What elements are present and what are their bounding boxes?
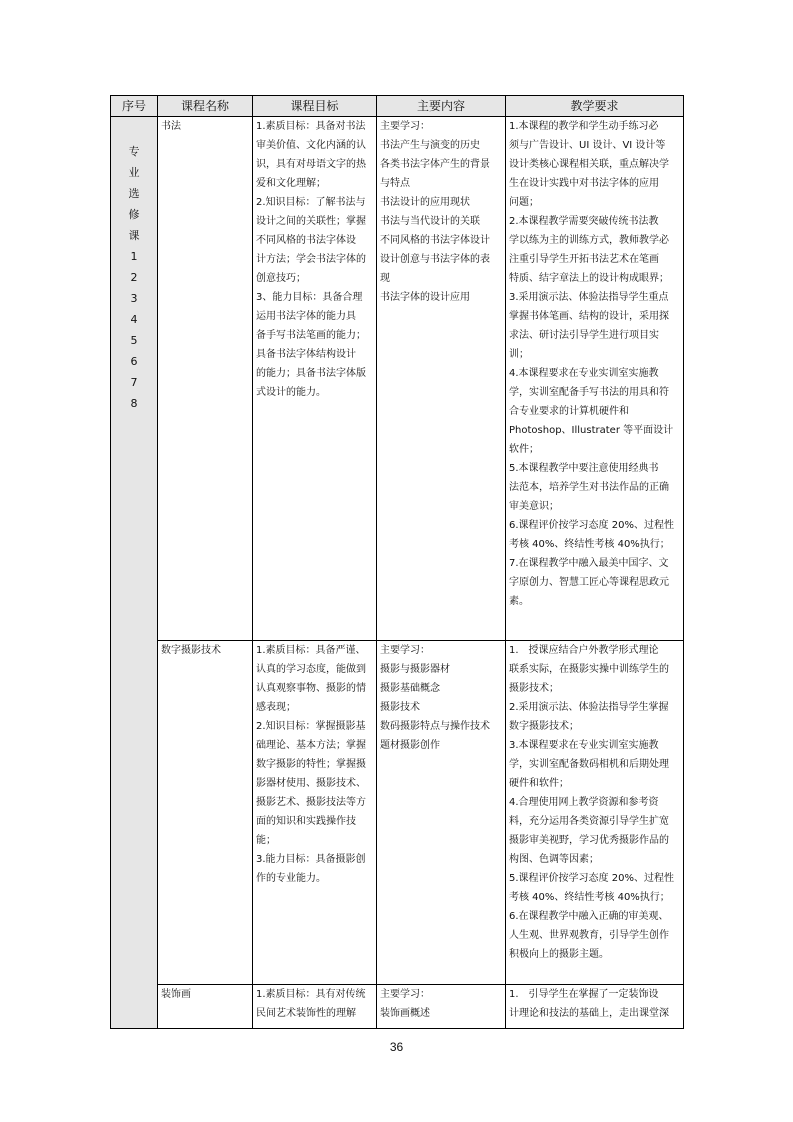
text-line: 问题； [509,197,539,208]
table-header-row [111,96,684,117]
main-content-cell [377,117,506,641]
text-line: 书法产生与演变的历史 [380,140,480,151]
text-line: 考核 40%、终结性考核 40%执行； [509,892,670,903]
text-line: 书法字体的设计应用 [380,292,470,303]
text-line: 认真观察事物、摄影的情 [256,683,366,694]
text-line: 8 [130,397,138,410]
text-line: 1 [130,250,138,263]
text-line: 1.素质目标：具备对书法 [256,121,366,132]
text-line: 求法、研讨法引导学生进行项目实 [509,330,659,341]
text-line: 式设计的能力。 [256,387,326,398]
text-line: 3.能力目标：具备摄影创 [256,854,366,865]
text-line: 字原创力、智慧工匠心等课程思政元 [509,577,669,588]
text-line: 课 [128,229,140,242]
text-line: 2.采用演示法、体验法指导学生掌握 [509,702,669,713]
header-course-name: 课程名称 [158,96,253,117]
table-row [111,117,684,641]
text-line: 4.本课程要求在专业实训室实施教 [509,368,659,379]
seq-cell [111,117,158,1029]
text-line: 6 [130,355,138,368]
text-line: 1.素质目标：具有对传统 [256,989,366,1000]
teaching-requirements-cell [506,641,684,985]
text-line: 础理论、基本方法；掌握 [256,740,366,751]
table-row [111,641,684,985]
text-line: 认真的学习态度，能做到 [256,664,366,675]
text-line: 构图、色调等因素； [509,854,599,865]
course-name-cell: 数字摄影技术 [158,641,253,985]
text-line: 学以练为主的训练方式，教师教学必 [509,235,669,246]
text-line: 3 [130,292,138,305]
text-line: 备手写书法笔画的能力； [256,330,366,341]
text-line: 7.在课程教学中融入最美中国字、文 [509,558,669,569]
text-line: 2.知识目标：了解书法与 [256,197,366,208]
text-line: 2 [130,271,138,284]
text-line: 具备书法字体结构设计 [256,349,356,360]
text-line: 1.本课程的教学和学生动手练习必 [509,121,659,132]
text-line: 与特点 [380,178,410,189]
course-goals-cell [253,641,377,985]
text-line: 创意技巧； [256,273,306,284]
text-line: 摄影基础概念 [380,683,440,694]
text-line: 设计创意与书法字体的表 [380,254,490,265]
text-line: 数码摄影特点与操作技术 [380,721,490,732]
text-line: 7 [130,376,138,389]
teaching-requirements-cell [506,117,684,641]
text-line: 1.素质目标：具备严谨、 [256,645,366,656]
teaching-requirements-cell [506,985,684,1029]
text-line: 3.采用演示法、体验法指导学生重点 [509,292,669,303]
text-line: 识，具有对母语文字的热 [256,159,366,170]
text-line: 摄影技术 [380,702,420,713]
text-line: 感表现； [256,702,296,713]
text-line: 主要学习： [380,645,430,656]
text-line: 设计类核心课程相关联，重点解决学 [509,159,669,170]
text-line: 合专业要求的计算机硬件和 [509,406,629,417]
text-line: 书法与当代设计的关联 [380,216,480,227]
text-line: 4 [130,313,138,326]
text-line: 运用书法字体的能力具 [256,311,356,322]
text-line: 1. 引导学生在掌握了一定装饰设 [509,989,659,1000]
text-line: 爱和文化理解； [256,178,326,189]
text-line: 6.在课程教学中融入正确的审美观、 [509,911,669,922]
text-line: 设计之间的关联性；掌握 [256,216,366,227]
text-line: 装饰画概述 [380,1008,430,1019]
text-line: 3.本课程要求在专业实训室实施教 [509,740,659,751]
text-line: 掌握书体笔画、结构的设计，采用探 [509,311,669,322]
text-line: 素。 [509,596,529,607]
text-line: 不同风格的书法字体设 [256,235,356,246]
text-line: 料，充分运用各类资源引导学生扩宽 [509,816,669,827]
text-line: 业 [128,166,140,179]
text-line: 法范本，培养学生对书法作品的正确 [509,482,669,493]
seq-vertical-text [111,141,157,414]
text-line: 积极向上的摄影主题。 [509,949,609,960]
text-line: 计方法；学会书法字体的 [256,254,366,265]
header-main-content: 主要内容 [377,96,506,117]
text-line: 影器材使用、摄影技术、 [256,778,366,789]
text-line: 特质、结字章法上的设计构成眼界； [509,273,669,284]
text-line: 须与广告设计、UI 设计、VI 设计等 [509,140,666,151]
text-line: 硬件和软件； [509,778,569,789]
text-line: 主要学习： [380,989,430,1000]
text-line: 摄影艺术、摄影技法等方 [256,797,366,808]
course-name-cell: 书法 [158,117,253,641]
course-name-cell: 装饰画 [158,985,253,1029]
text-line: 考核 40%、终结性考核 40%执行； [509,539,670,550]
text-line: 各类书法字体产生的背景 [380,159,490,170]
text-line: 数字摄影的特性；掌握摄 [256,759,366,770]
text-line: 专 [128,145,140,158]
main-content-cell [377,985,506,1029]
text-line: 2.知识目标：掌握摄影基 [256,721,366,732]
text-line: 修 [128,208,140,221]
text-line: 6.课程评价按学习态度 20%、过程性 [509,520,674,531]
text-line: 学，实训室配备手写书法的用具和符 [509,387,669,398]
text-line: 4.合理使用网上教学资源和参考资 [509,797,659,808]
text-line: 民间艺术装饰性的理解 [256,1008,356,1019]
table-row [111,985,684,1029]
course-table [110,95,684,1029]
text-line: 摄影审美视野，学习优秀摄影作品的 [509,835,669,846]
text-line: 5.本课程教学中要注意使用经典书 [509,463,659,474]
text-line: 作的专业能力。 [256,873,326,884]
text-line: 联系实际，在摄影实操中训练学生的 [509,664,669,675]
text-line: 学，实训室配备数码相机和后期处理 [509,759,669,770]
main-content-cell [377,641,506,985]
text-line: 审美价值、文化内涵的认 [256,140,366,151]
text-line: 选 [128,187,140,200]
course-goals-cell [253,117,377,641]
text-line: 5 [130,334,138,347]
text-line: 书法设计的应用现状 [380,197,470,208]
text-line: 计理论和技法的基础上，走出课堂深 [509,1008,669,1019]
text-line: 能； [256,835,276,846]
text-line: 软件； [509,444,539,455]
course-goals-cell [253,985,377,1029]
text-line: 训； [509,349,529,360]
text-line: 3、能力目标：具备合理 [256,292,363,303]
text-line: 的能力；具备书法字体版 [256,368,366,379]
text-line: 5.课程评价按学习态度 20%、过程性 [509,873,674,884]
text-line: 生在设计实践中对书法字体的应用 [509,178,659,189]
text-line: 不同风格的书法字体设计 [380,235,490,246]
text-line: 现 [380,273,390,284]
text-line: 摄影与摄影器材 [380,664,450,675]
text-line: 人生观、世界观教育，引导学生创作 [509,930,669,941]
header-seq: 序号 [111,96,158,117]
text-line: 摄影技术； [509,683,559,694]
header-teaching-requirements: 教学要求 [506,96,684,117]
text-line: 2.本课程教学需要突破传统书法教 [509,216,659,227]
text-line: 主要学习： [380,121,430,132]
text-line: Photoshop、Illustrater 等平面设计 [509,425,674,436]
header-course-goals: 课程目标 [253,96,377,117]
text-line: 题材摄影创作 [380,740,440,751]
text-line: 1. 授课应结合户外教学形式理论 [509,645,659,656]
text-line: 面的知识和实践操作技 [256,816,356,827]
text-line: 注重引导学生开拓书法艺术在笔画 [509,254,659,265]
text-line: 审美意识； [509,501,559,512]
text-line: 数字摄影技术； [509,721,579,732]
page-number: 36 [389,1040,404,1054]
